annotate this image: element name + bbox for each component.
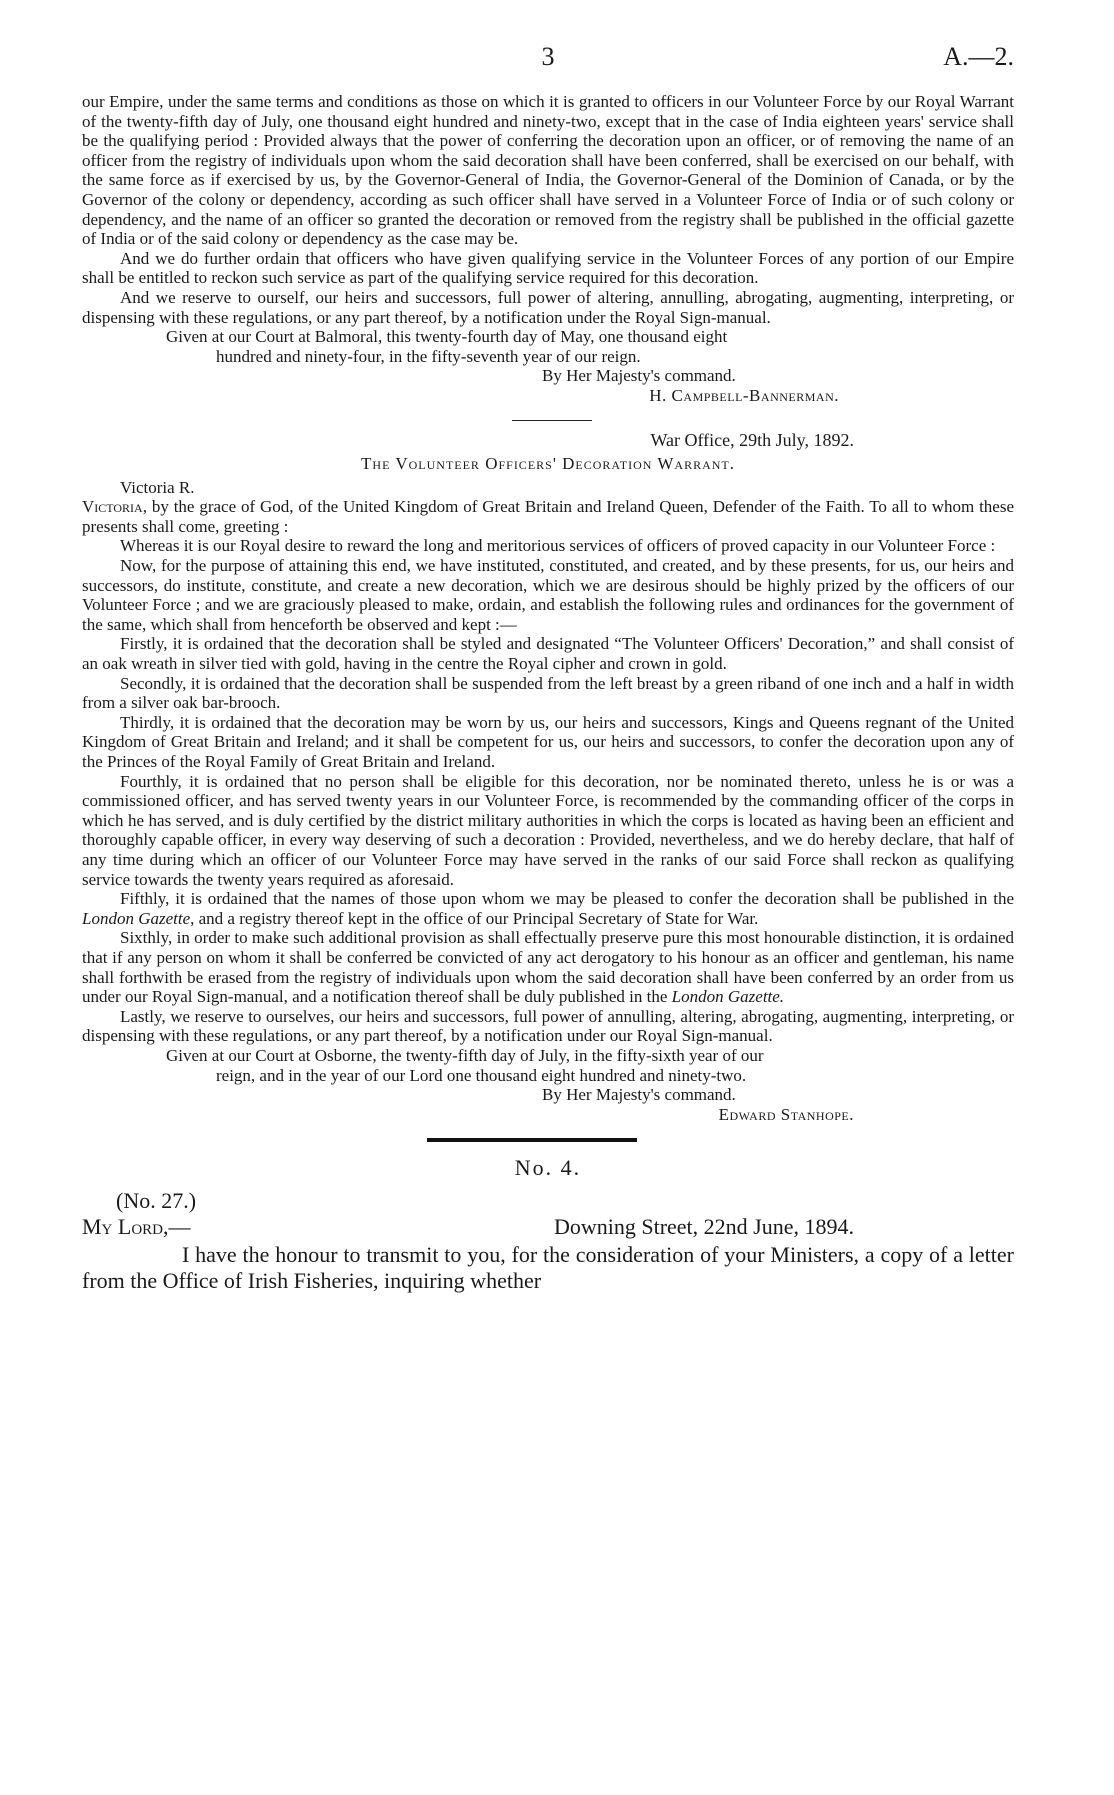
address-date: Downing Street, 22nd June, 1894.	[553, 1213, 854, 1239]
paragraph-qualifying-service: And we do further ordain that officers who have given qualifying service in the Volunteer Forces of any portion of our Empire shall be entitled to reckon such service as part of the qualifying service required for this decoration.	[82, 248, 1014, 288]
salutation: My Lord,—	[82, 1213, 191, 1239]
document-body	[82, 92, 1014, 1294]
paragraph-fifthly	[82, 889, 1014, 928]
warrant-title: The Volunteer Officers' Decoration Warrant.	[361, 454, 735, 474]
london-gazette-ref: London Gazette.	[671, 987, 785, 1007]
document-reference: A.—2.	[943, 42, 1014, 71]
paragraph-victoria-greeting	[82, 497, 1014, 536]
page-header	[82, 42, 1014, 82]
signature-campbell-bannerman: H. Campbell-Bannerman.	[649, 385, 839, 405]
paragraph-whereas: Whereas it is our Royal desire to reward the long and meritorious services of officers of proved capacity in our Volunteer Force :	[120, 536, 996, 556]
letter-heading: No. 4.	[514, 1155, 582, 1181]
command-line: By Her Majesty's command.	[542, 1085, 736, 1105]
london-gazette-ref: London Gazette,	[82, 908, 195, 928]
paragraph-lastly: Lastly, we reserve to ourselves, our heirs and successors, full power of annulling, altering, abrogating, augmenting, interpreting, or dispensing with these regulations, or any part thereof, by a notification under our Royal Sign-manual.	[82, 1006, 1014, 1046]
victoria-greeting-text: , by the grace of God, of the United Kingdom of Great Britain and Ireland Queen, Defender of the Faith. To all to whom these presents shall come, greeting :	[82, 497, 1014, 536]
paragraph-firstly: Firstly, it is ordained that the decoration shall be styled and designated “The Volunteer Officers' Decoration,” and shall consist of an oak wreath in silver tied with gold, having in the centre the Royal cipher and crown in gold.	[82, 634, 1014, 674]
letter-reference: (No. 27.)	[116, 1187, 197, 1213]
given-at-osborne	[82, 1046, 1014, 1085]
section-divider	[512, 420, 592, 421]
paragraph-fourthly: Fourthly, it is ordained that no person shall be eligible for this decoration, nor be nominated thereto, unless he is or was a commissioned officer, and has served twenty years in our Volunteer Force, is recommended by the commanding officer of the corps in which he has served, and is duly certified by the district military authorities in which the corps is located as having been an efficient and thoroughly capable officer, in every way deserving of such a decoration : Provided, nevertheless, and we do hereby declare, that half of any time during which an officer of our Volunteer Force may have served in the ranks of our said Force shall reckon as qualifying service towards the twenty years required as aforesaid.	[82, 771, 1014, 889]
victoria-r: Victoria R.	[120, 477, 195, 497]
thick-divider	[427, 1138, 637, 1142]
signature-stanhope: Edward Stanhope.	[718, 1104, 854, 1124]
fifthly-text-a: Fifthly, it is ordained that the names of those upon whom we may be pleased to confer the decoration shall be published in the	[120, 889, 1014, 909]
page-number: 3	[541, 42, 555, 71]
sixthly-text-a: Sixthly, in order to make such additional provision as shall effectually preserve pure this most honourable distinction, it is ordained that if any person on whom it shall be conferred be convicted of any act derogatory to his honour as an officer and gentleman, his name shall forthwith be erased from the registry of individuals upon whom the said decoration shall have been conferred by an order from us under our Royal Sign-manual, and a notification thereof shall be duly published in the	[82, 928, 1014, 1007]
given-line-2: reign, and in the year of our Lord one thousand eight hundred and ninety-two.	[216, 1065, 747, 1085]
paragraph-thirdly: Thirdly, it is ordained that the decoration may be worn by us, our heirs and successors, Kings and Queens regnant of the United Kingdom of Great Britain and Ireland; and it shall be competent for us, our heirs and successors, to confer the decoration upon any of the Princes of the Royal Family of Great Britain and Ireland.	[82, 712, 1014, 771]
paragraph-sixthly	[82, 928, 1014, 1006]
given-line-1: Given at our Court at Balmoral, this twenty-fourth day of May, one thousand eight	[166, 327, 728, 347]
paragraph-empire: our Empire, under the same terms and conditions as those on which it is granted to officers in our Volunteer Force by our Royal Warrant of the twenty-fifth day of July, one thousand eight hundred and ninety-two, except that in the case of India eighteen years' service shall be the qualifying period : Provided always that the power of conferring the decoration upon an officer, or of removing the name of an officer from the registry of individuals upon whom the said decoration shall have been conferred, shall be exercised on our behalf, with the same force as if exercised by us, by the Governor-General of India, the Governor-General of the Dominion of Canada, or by the Governor of the colony or dependency, according as such officer shall have served in a Volunteer Force of India or of such colony or dependency, and the name of an officer so granted the decoration or removed from the registry shall be published in the official gazette of India or of the said colony or dependency as the case may be.	[82, 92, 1014, 249]
given-line-2: hundred and ninety-four, in the fifty-seventh year of our reign.	[216, 346, 641, 366]
letter-salutation-line	[82, 1214, 1014, 1242]
paragraph-now: Now, for the purpose of attaining this end, we have instituted, constituted, and created, and by these presents, for us, our heirs and successors, do institute, constitute, and create a new decoration, which we are desirous should be highly prized by the officers of our Volunteer Force ; and we are graciously pleased to make, ordain, and establish the following rules and ordinances for the government of the same, which shall from henceforth be observed and kept :—	[82, 556, 1014, 634]
paragraph-secondly: Secondly, it is ordained that the decoration shall be suspended from the left breast by a green riband of one inch and a half in width from a silver oak bar-brooch.	[82, 673, 1014, 713]
command-line: By Her Majesty's command.	[542, 366, 736, 386]
victoria-name: Victoria	[82, 497, 143, 517]
given-at-balmoral	[82, 327, 1014, 366]
paragraph-reserve-power: And we reserve to ourself, our heirs and successors, full power of altering, annulling, abrogating, augmenting, interpreting, or dispensing with these regulations, or any part thereof, by a notification under the Royal Sign-manual.	[82, 287, 1014, 327]
letter-opening: I have the honour to transmit to you, for the consideration of your Ministers, a copy of a letter from the Office of Irish Fisheries, inquiring whether	[82, 1241, 1014, 1293]
given-line-1: Given at our Court at Osborne, the twenty-fifth day of July, in the fifty-sixth year of our	[166, 1045, 764, 1065]
fifthly-text-b: and a registry thereof kept in the office of our Principal Secretary of State for War.	[194, 908, 759, 928]
war-office-date: War Office, 29th July, 1892.	[650, 429, 854, 450]
